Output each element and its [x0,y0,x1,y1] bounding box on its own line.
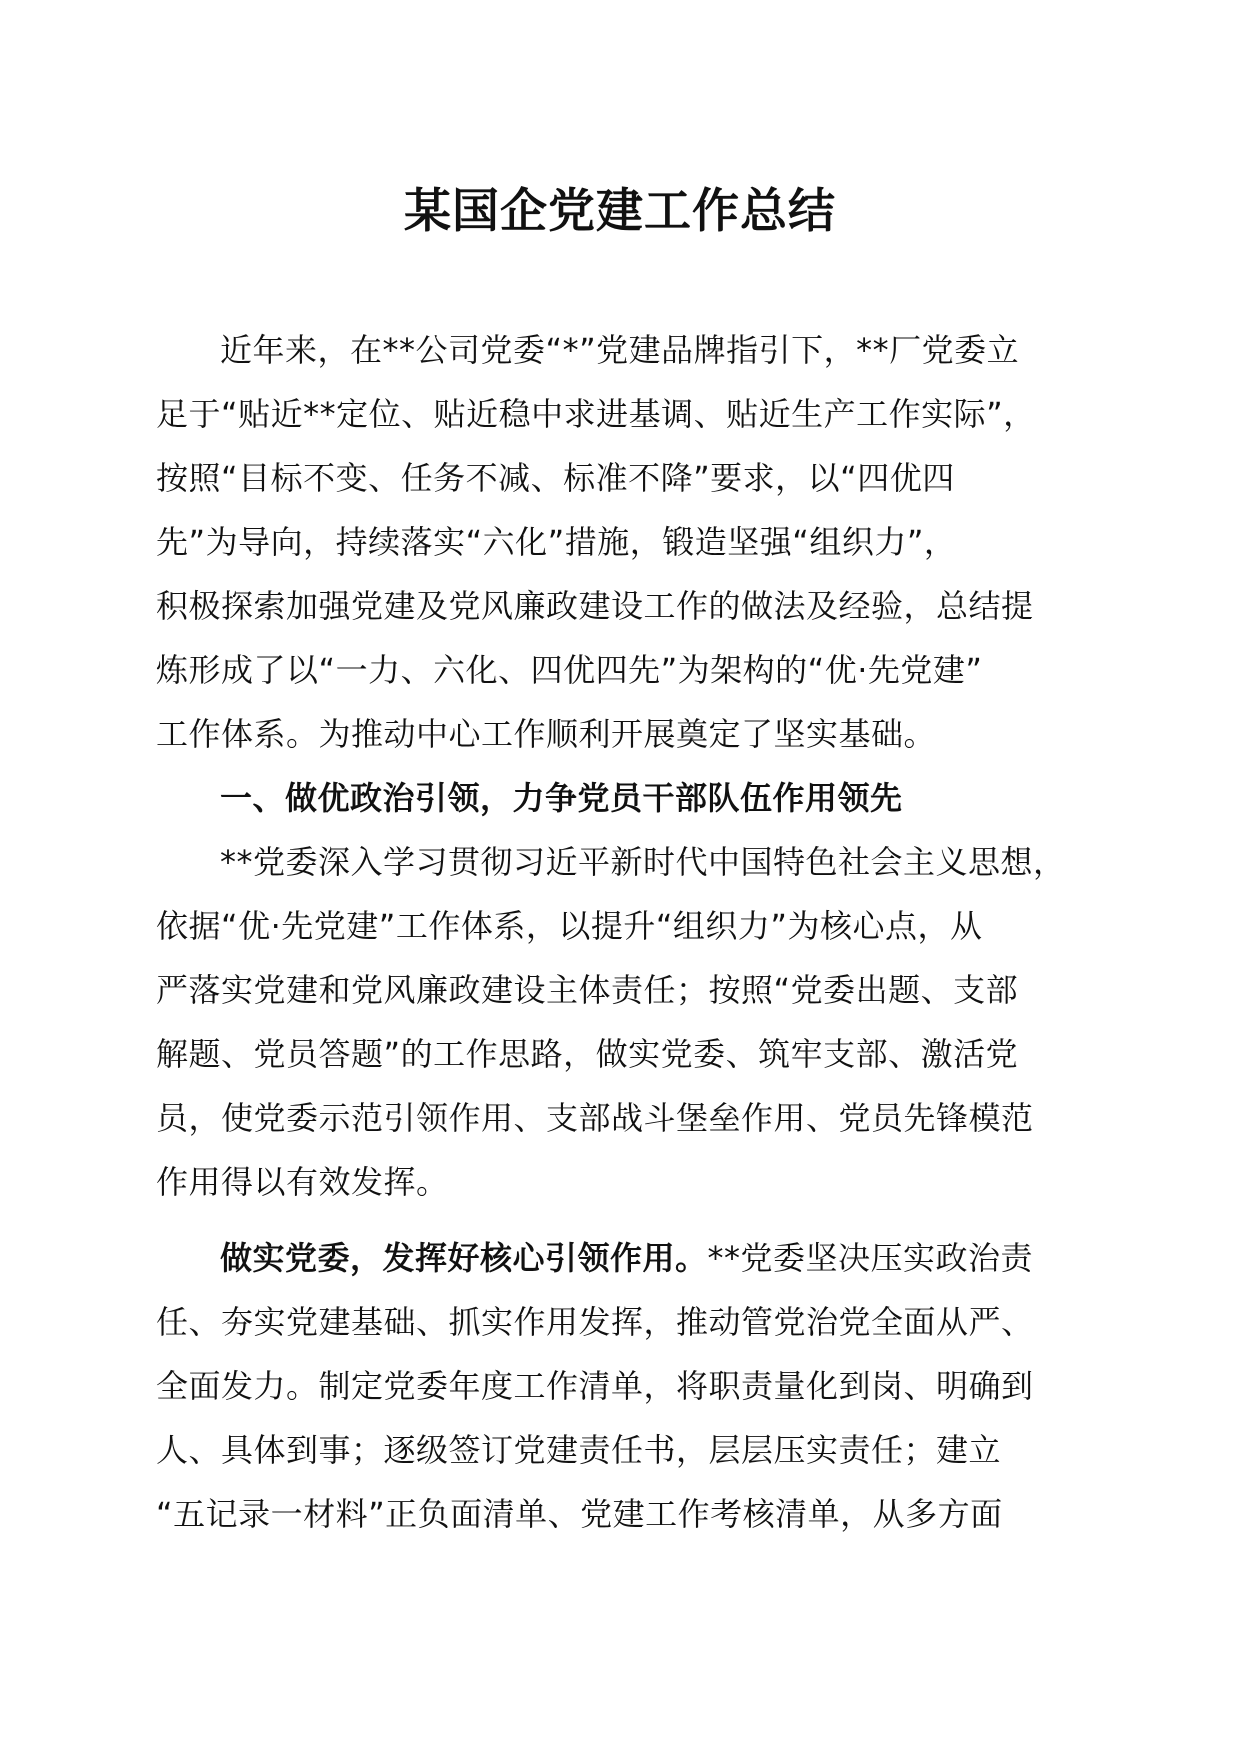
section-heading: 一、做优政治引领，力争党员干部队伍作用领先 [220,779,903,817]
paragraph-line: 先”为导向，持续落实“六化”措施，锻造坚强“组织力”， [156,523,957,561]
paragraph-line: 作用得以有效发挥。 [156,1163,449,1201]
paragraph-line: 依据“优·先党建”工作体系，以提升“组织力”为核心点，从 [156,907,983,945]
paragraph-line: 全面发力。制定党委年度工作清单，将职责量化到岗、明确到 [156,1367,1034,1405]
paragraph-line: 炼形成了以“一力、六化、四优四先”为架构的“优·先党建” [156,651,983,689]
paragraph-line: 近年来，在**公司党委“*”党建品牌指引下，**厂党委立 [220,331,1020,369]
paragraph-line: 积极探索加强党建及党风廉政建设工作的做法及经验，总结提 [156,587,1034,625]
paragraph-line: 任、夯实党建基础、抓实作用发挥，推动管党治党全面从严、 [156,1303,1034,1341]
document-title: 某国企党建工作总结 [404,184,836,239]
paragraph-line: 人、具体到事；逐级签订党建责任书，层层压实责任；建立 [156,1431,1002,1469]
paragraph-line: “五记录一材料”正负面清单、党建工作考核清单，从多方面 [156,1495,1003,1533]
paragraph-line [156,1226,1066,1290]
paragraph-line: 工作体系。为推动中心工作顺利开展奠定了坚实基础。 [156,715,937,753]
subsection-text: **党委坚决压实政治责 [707,1239,1034,1277]
paragraph-line: 严落实党建和党风廉政建设主体责任；按照“党委出题、支部 [156,971,1019,1009]
paragraph-line: 足于“贴近**定位、贴近稳中求进基调、贴近生产工作实际”， [156,395,1036,433]
document-body [156,318,1066,1546]
paragraph-line: 员，使党委示范引领作用、支部战斗堡垒作用、党员先锋模范 [156,1099,1034,1137]
paragraph-line: 按照“目标不变、任务不减、标准不降”要求，以“四优四 [156,459,955,497]
paragraph-line: 解题、党员答题”的工作思路，做实党委、筑牢支部、激活党 [156,1035,1019,1073]
subsection-lead: 做实党委，发挥好核心引领作用。 [220,1239,708,1277]
paragraph-line: **党委深入学习贯彻习近平新时代中国特色社会主义思想， [220,843,1066,881]
